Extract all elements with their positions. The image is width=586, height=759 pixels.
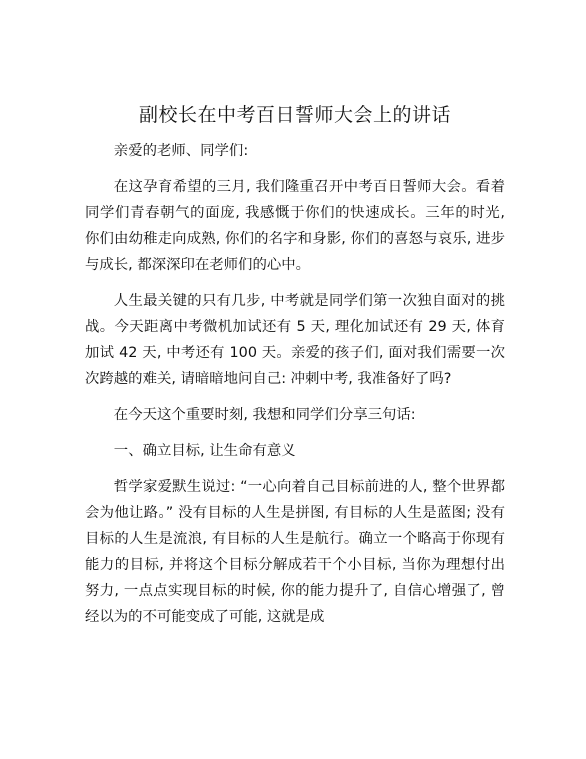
paragraph-4: 哲学家爱默生说过: “一心向着自己目标前进的人, 整个世界都会为他让路。” 没有目标的人生是拼图, 有目标的人生是蓝图; 没有目标的人生是流浪, 有目标的人生是航行。确立一个略高于你现有能力的目标, 并将这个目标分解成若干个小目标, 当你为理想付出努力, 一点点实现目标的时候, 你的能力提升了, 自信心增强了, 曾经以为的不可能变成了可能, 这就是成 (85, 479, 505, 625)
document-page (85, 100, 505, 640)
paragraph-3: 在今天这个重要时刻, 我想和同学们分享三句话: (113, 407, 416, 423)
section-heading-1: 一、确立目标, 让生命有意义 (113, 443, 296, 459)
paragraph-1: 在这孕育希望的三月, 我们隆重召开中考百日誓师大会。看着同学们青春朝气的面庞, 我感慨于你们的快速成长。三年的时光, 你们由幼稚走向成熟, 你们的名字和身影, 你们的喜怒与哀乐, 进步与成长, 都深深印在老师们的心中。 (85, 179, 505, 273)
salutation: 亲爱的老师、同学们: (113, 143, 249, 159)
document-title: 副校长在中考百日誓师大会上的讲话 (138, 104, 451, 126)
paragraph-2: 人生最关键的只有几步, 中考就是同学们第一次独自面对的挑战。今天距离中考微机加试还有 5 天, 理化加试还有 29 天, 体育加试 42 天, 中考还有 100 天。亲爱的孩子们, 面对我们需要一次次跨越的难关, 请暗暗地问自己: 冲刺中考, 我准备好了吗? (85, 293, 505, 387)
